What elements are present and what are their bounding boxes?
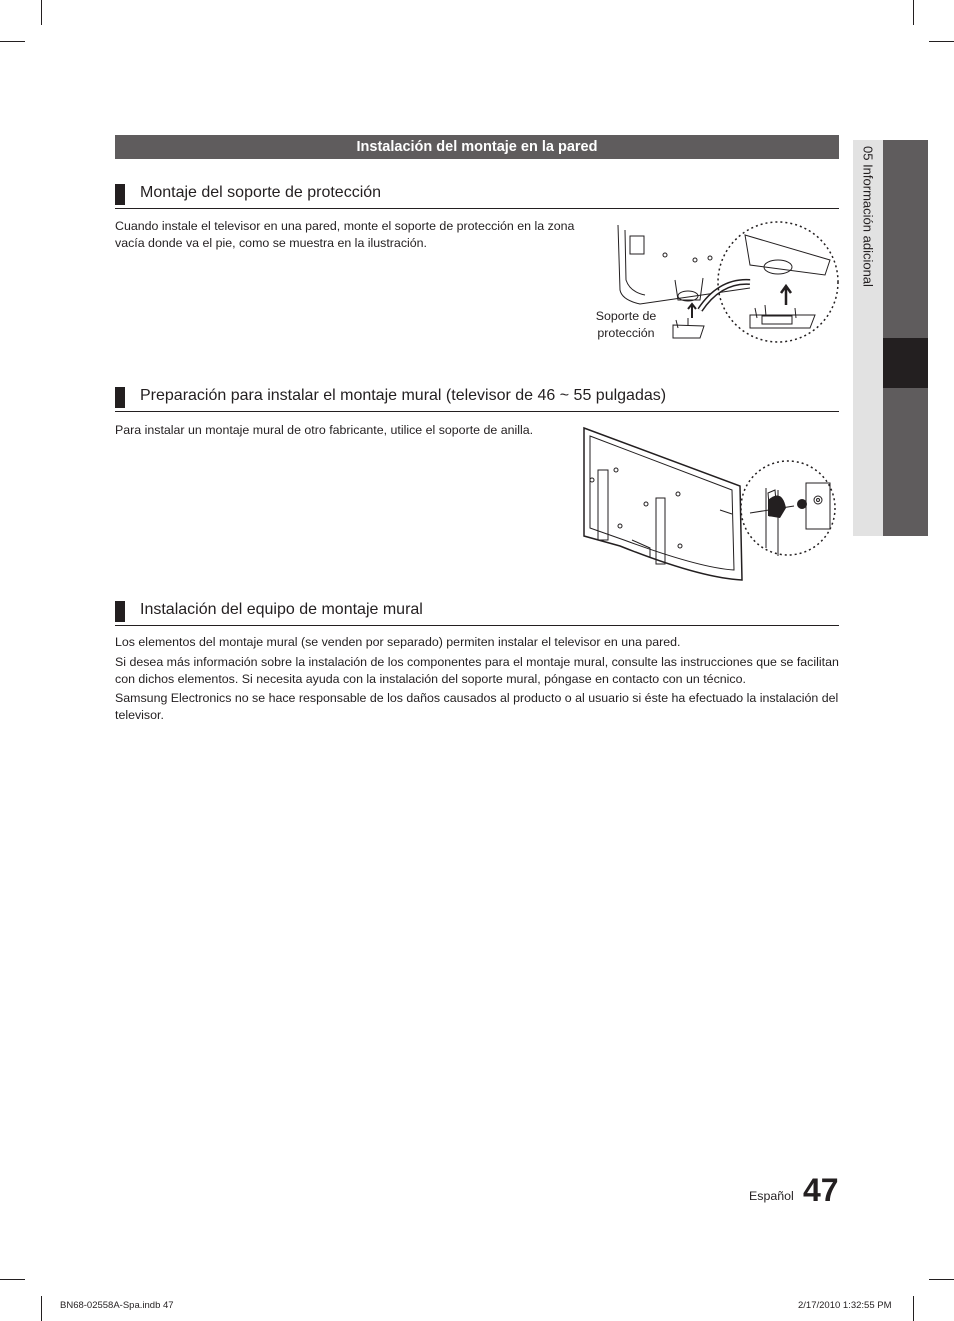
language-label: Español — [749, 1189, 794, 1203]
wall-mount-kit-paragraph: Samsung Electronics no se hace responsable de los daños causados al producto o al usuario si éste ha efectuado la instalación del televisor. — [115, 691, 839, 722]
crop-mark — [929, 1279, 954, 1280]
footer-timestamp: 2/17/2010 1:32:55 PM — [798, 1300, 892, 1311]
crop-mark — [913, 1296, 914, 1321]
chapter-tab-label: 05 Información adicional — [860, 146, 876, 287]
heading-text: Montaje del soporte de protección — [140, 184, 382, 201]
crop-mark — [41, 0, 42, 25]
heading-wall-mount-kit — [115, 601, 839, 626]
heading-marker — [115, 184, 125, 205]
heading-text: Instalación del equipo de montaje mural — [140, 601, 423, 618]
crop-mark — [913, 0, 914, 25]
figure-caption: Soporte de protección — [595, 309, 657, 340]
protection-bracket-text: Cuando instale el televisor en una pared, monte el soporte de protección en la zona vacía donde va el pie, como se muestra en la ilustración. — [115, 219, 575, 250]
heading-protection-bracket — [115, 184, 839, 209]
wall-mount-kit-paragraph: Los elementos del montaje mural (se venden por separado) permiten instalar el televisor en una pared. — [115, 635, 681, 649]
crop-mark — [41, 1296, 42, 1321]
protection-bracket-illustration — [600, 220, 840, 350]
heading-marker — [115, 601, 125, 622]
heading-marker — [115, 387, 125, 408]
page-number: 47 — [803, 1172, 839, 1208]
crop-mark — [929, 41, 954, 42]
footer-file: BN68-02558A-Spa.indb 47 — [60, 1300, 174, 1311]
crop-mark — [0, 41, 25, 42]
crop-mark — [0, 1279, 25, 1280]
section-title-bar: Instalación del montaje en la pared — [115, 135, 839, 159]
heading-text: Preparación para instalar el montaje mural (televisor de 46 ~ 55 pulgadas) — [140, 387, 667, 404]
heading-wall-mount-preparation — [115, 387, 839, 412]
chapter-tab-marker — [883, 338, 928, 388]
wall-mount-preparation-text: Para instalar un montaje mural de otro fabricante, utilice el soporte de anilla. — [115, 423, 534, 437]
wall-mount-kit-paragraph: Si desea más información sobre la instalación de los componentes para el montaje mural, consulte las instrucciones que se facilitan con dichos elementos. Si necesita ayuda con la instalación del soporte mural, póngase en contacto con un técnico. — [115, 655, 839, 686]
ring-bracket-illustration — [580, 428, 836, 580]
